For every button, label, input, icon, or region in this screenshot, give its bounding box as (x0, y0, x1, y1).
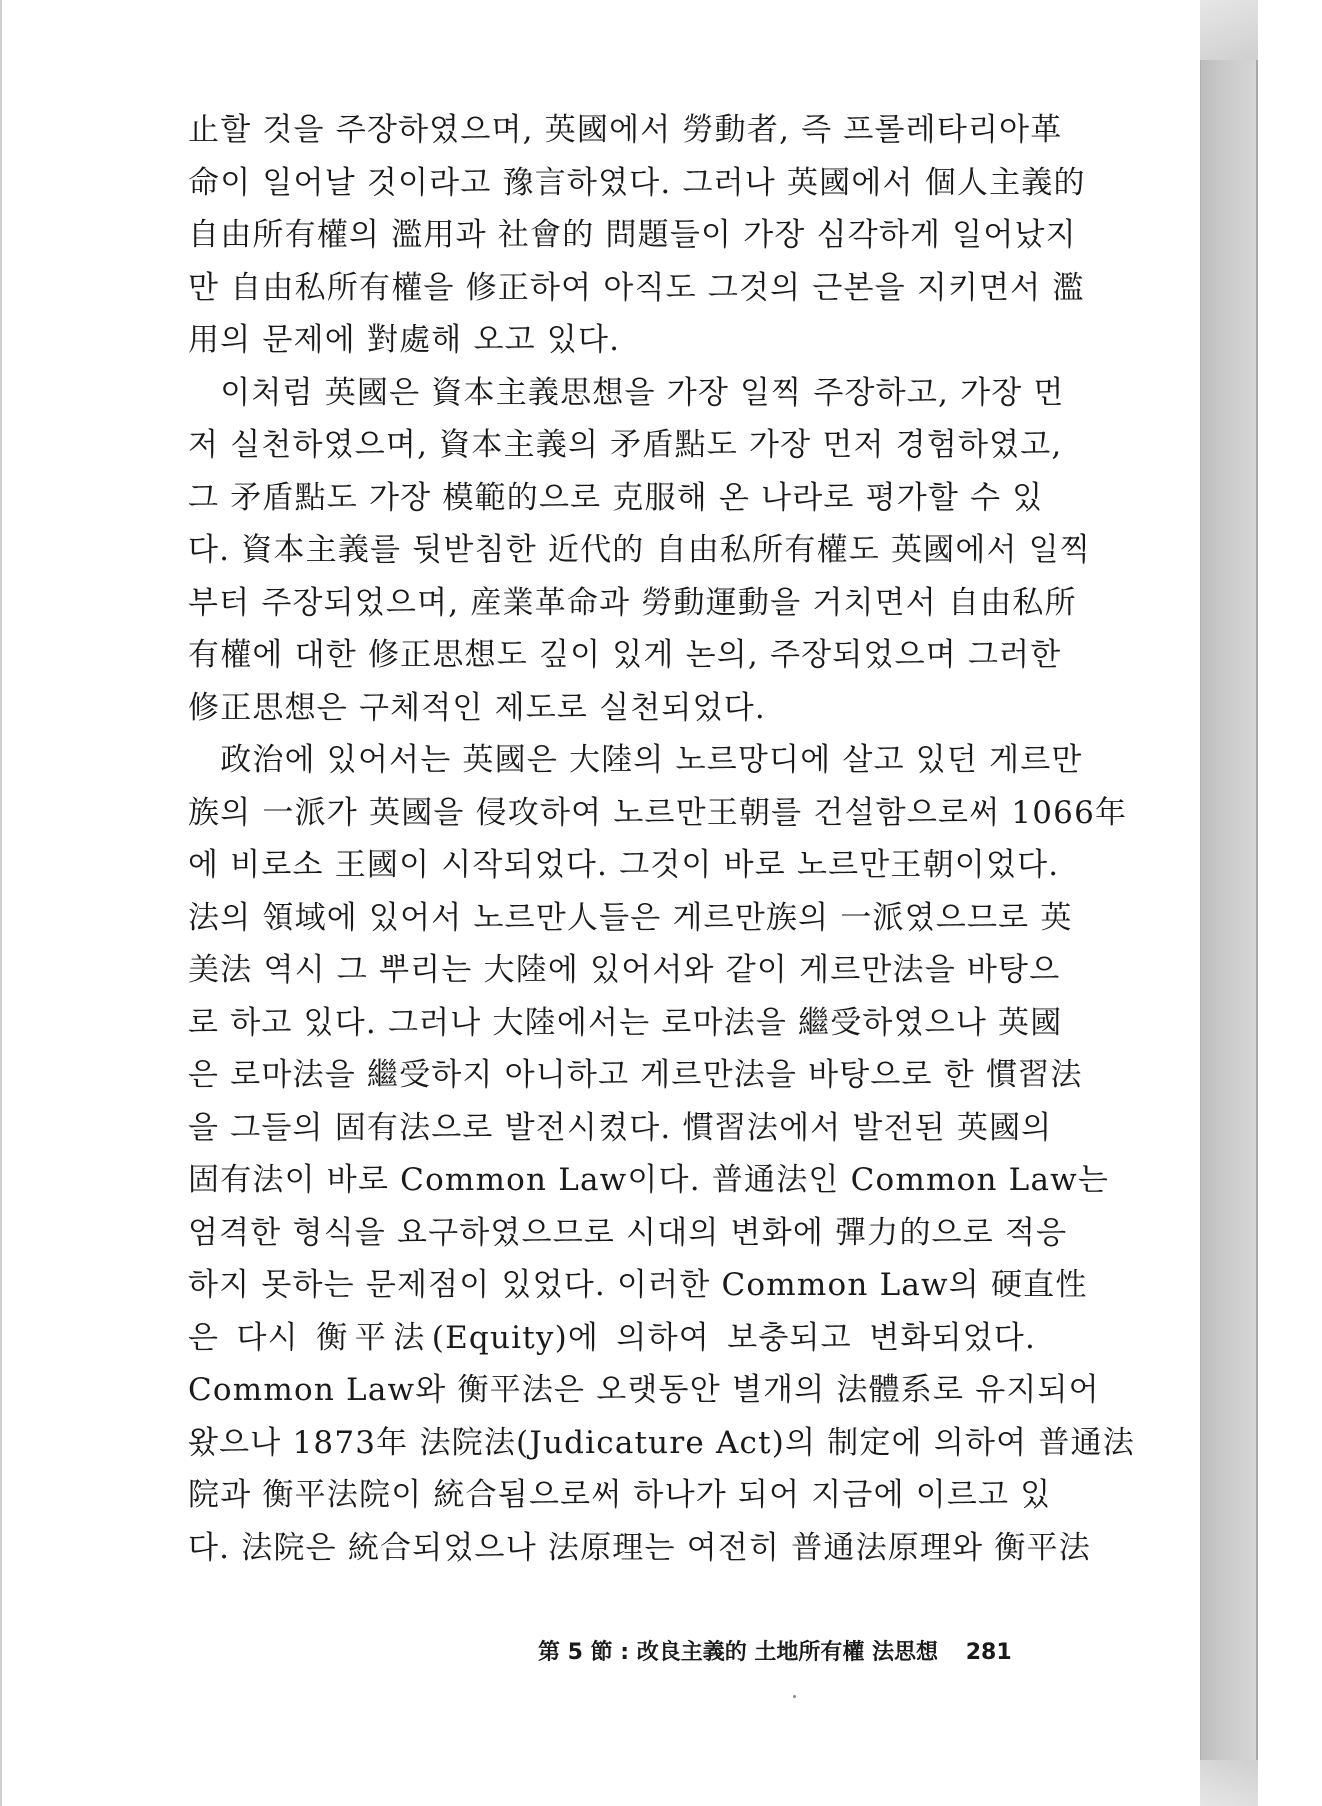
text-line: 저 실천하였으며, 資本主義의 矛盾點도 가장 먼저 경험하였고, (188, 427, 1063, 463)
page-number: 281 (965, 1640, 1012, 1665)
text-line: 로 하고 있다. 그러나 大陸에서는 로마法을 繼受하였으나 英國 (188, 1004, 1063, 1041)
body-text (188, 104, 1135, 1574)
text-line: 을 그들의 固有法으로 발전시켰다. 慣習法에서 발전된 英國의 (188, 1109, 1053, 1146)
book-edge (1200, 0, 1258, 1806)
paragraph-1 (188, 104, 1086, 367)
text-line: 엄격한 형식을 요구하였으므로 시대의 변화에 彈力的으로 적응 (188, 1214, 1068, 1251)
text-line: 有權에 대한 修正思想도 깊이 있게 논의, 주장되었으며 그러한 (188, 637, 1062, 673)
text-line: 院과 衡平法院이 統合됨으로써 하나가 되어 지금에 이르고 있 (188, 1477, 1052, 1513)
running-head: 第 5 節 : 改良主義的 土地所有權 法思想 (538, 1640, 939, 1665)
text-line: 美法 역시 그 뿌리는 大陸에 있어서와 같이 게르만法을 바탕으 (188, 952, 1061, 988)
text-line: 은 다시 衡平法(Equity)에 의하여 보충되고 변화되었다. (188, 1319, 1036, 1356)
text-line: 다. 法院은 統合되었으나 法原理는 여전히 普通法原理와 衡平法 (188, 1529, 1091, 1566)
text-line: 에 비로소 王國이 시작되었다. 그것이 바로 노르만王朝이었다. (188, 847, 1060, 883)
text-line: 族의 一派가 英國을 侵攻하여 노르만王朝를 건설함으로써 1066年 (188, 794, 1128, 831)
text-line: 만 自由私所有權을 修正하여 아직도 그것의 근본을 지키면서 濫 (188, 269, 1085, 306)
paragraph-3 (188, 734, 1135, 1574)
text-line: 왔으나 1873年 法院法(Judicature Act)의 制定에 의하여 普通法 (188, 1424, 1135, 1461)
text-line: 이처럼 英國은 資本主義思想을 가장 일찍 주장하고, 가장 먼 (188, 374, 1065, 411)
text-line: 하지 못하는 문제점이 있었다. 이러한 Common Law의 硬直性 (188, 1267, 1088, 1303)
text-line: 修正思想은 구체적인 제도로 실천되었다. (188, 689, 766, 726)
text-line: 自由所有權의 濫用과 社會的 問題들이 가장 심각하게 일어났지 (188, 217, 1077, 253)
text-line: 止할 것을 주장하였으며, 英國에서 勞動者, 즉 프롤레타리아革 (188, 112, 1063, 148)
text-line: Common Law와 衡平法은 오랫동안 별개의 法體系로 유지되어 (188, 1372, 1100, 1408)
scan-speck (793, 1695, 796, 1698)
page-footer (538, 1637, 1018, 1669)
text-line: 政治에 있어서는 英國은 大陸의 노르망디에 살고 있던 게르만 (188, 742, 1083, 778)
text-line: 固有法이 바로 Common Law이다. 普通法인 Common Law는 (188, 1162, 1110, 1198)
text-line: 다. 資本主義를 뒷받침한 近代的 自由私所有權도 英國에서 일찍 (188, 532, 1091, 568)
text-line: 은 로마法을 繼受하지 아니하고 게르만法을 바탕으로 한 慣習法 (188, 1057, 1083, 1093)
text-line: 그 矛盾點도 가장 模範的으로 克服해 온 나라로 평가할 수 있 (188, 479, 1044, 516)
text-line: 用의 문제에 對處해 오고 있다. (188, 322, 621, 358)
paragraph-2 (188, 367, 1091, 735)
book-edge-bottom (1200, 1760, 1258, 1806)
book-edge-top (1200, 0, 1258, 60)
text-line: 命이 일어날 것이라고 豫言하였다. 그러나 英國에서 個人主義的 (188, 164, 1086, 201)
text-line: 부터 주장되었으며, 産業革命과 勞動運動을 거치면서 自由私所 (188, 584, 1077, 621)
text-line: 法의 領域에 있어서 노르만人들은 게르만族의 一派였으므로 英 (188, 899, 1073, 936)
